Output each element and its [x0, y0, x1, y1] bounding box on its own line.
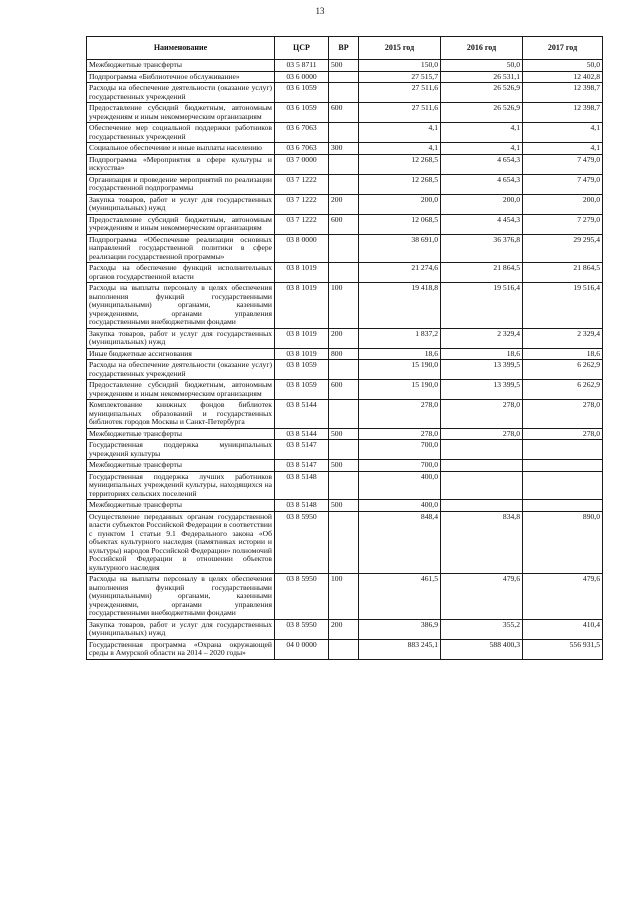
row-csr: 03 6 0000 [275, 71, 329, 83]
row-2015: 150,0 [359, 60, 441, 72]
row-2016: 278,0 [441, 400, 523, 429]
row-csr: 03 8 5147 [275, 460, 329, 472]
row-2016: 36 376,8 [441, 234, 523, 263]
row-2017: 19 516,4 [523, 283, 603, 329]
row-name: Закупка товаров, работ и услуг для государственных (муниципальных) нужд [87, 619, 275, 639]
row-2017: 6 262,9 [523, 360, 603, 380]
table-row [87, 500, 603, 512]
row-csr: 03 8 5144 [275, 428, 329, 440]
row-vr: 600 [329, 380, 359, 400]
row-2017: 21 864,5 [523, 263, 603, 283]
row-csr: 03 8 5950 [275, 619, 329, 639]
row-2017: 278,0 [523, 400, 603, 429]
row-name: Расходы на обеспечение деятельности (оказание услуг) государственных учреждений [87, 83, 275, 103]
table-row [87, 283, 603, 329]
row-vr: 500 [329, 460, 359, 472]
row-2015: 12 068,5 [359, 214, 441, 234]
row-vr: 100 [329, 574, 359, 620]
table-row [87, 60, 603, 72]
table-row [87, 328, 603, 348]
row-vr: 500 [329, 428, 359, 440]
row-2016: 18,6 [441, 348, 523, 360]
row-vr: 100 [329, 283, 359, 329]
row-2015: 27 511,6 [359, 83, 441, 103]
header-csr: ЦСР [275, 37, 329, 60]
row-name: Межбюджетные трансферты [87, 60, 275, 72]
row-2016: 26 531,1 [441, 71, 523, 83]
row-2017 [523, 460, 603, 472]
row-name: Обеспечение мер социальной поддержки работников государственных учреждений [87, 123, 275, 143]
row-csr: 03 8 1059 [275, 380, 329, 400]
row-name: Предоставление субсидий бюджетным, автономным учреждениям и иным некоммерческим организациям [87, 380, 275, 400]
row-csr: 03 8 5144 [275, 400, 329, 429]
row-2017 [523, 471, 603, 500]
row-2016 [441, 460, 523, 472]
table-row [87, 460, 603, 472]
row-vr [329, 71, 359, 83]
row-2017: 556 931,5 [523, 639, 603, 659]
table-row [87, 619, 603, 639]
row-2016: 4 654,3 [441, 154, 523, 174]
row-vr [329, 174, 359, 194]
row-vr [329, 471, 359, 500]
row-2016: 4,1 [441, 123, 523, 143]
row-name: Межбюджетные трансферты [87, 500, 275, 512]
row-2016: 834,8 [441, 511, 523, 574]
row-2016: 13 399,5 [441, 380, 523, 400]
header-name: Наименование [87, 37, 275, 60]
row-2017: 890,0 [523, 511, 603, 574]
row-vr [329, 511, 359, 574]
table-row [87, 71, 603, 83]
row-csr: 03 7 1222 [275, 214, 329, 234]
row-2015: 700,0 [359, 460, 441, 472]
row-2016 [441, 500, 523, 512]
row-vr: 500 [329, 500, 359, 512]
row-name: Расходы на выплаты персоналу в целях обеспечения выполнения функций государственными (муниципальными) органами, казенными учреждениями, органами управления государственными внебюджетными фондами [87, 283, 275, 329]
row-name: Предоставление субсидий бюджетным, автономным учреждениям и иным некоммерческим организациям [87, 214, 275, 234]
table-body [87, 60, 603, 660]
row-vr: 200 [329, 194, 359, 214]
row-2015: 700,0 [359, 440, 441, 460]
row-2017: 410,4 [523, 619, 603, 639]
row-2015: 21 274,6 [359, 263, 441, 283]
row-2015: 400,0 [359, 500, 441, 512]
row-2017: 7 479,0 [523, 174, 603, 194]
table-row [87, 234, 603, 263]
row-vr: 500 [329, 60, 359, 72]
header-2016: 2016 год [441, 37, 523, 60]
header-2015: 2015 год [359, 37, 441, 60]
row-2017: 479,6 [523, 574, 603, 620]
row-2016: 278,0 [441, 428, 523, 440]
row-csr: 03 6 7063 [275, 123, 329, 143]
table-row [87, 143, 603, 155]
row-2016 [441, 471, 523, 500]
row-2017: 29 295,4 [523, 234, 603, 263]
row-vr [329, 263, 359, 283]
row-2016: 19 516,4 [441, 283, 523, 329]
row-2015: 4,1 [359, 123, 441, 143]
row-2017: 7 279,0 [523, 214, 603, 234]
row-csr: 03 8 5148 [275, 471, 329, 500]
table-row [87, 83, 603, 103]
row-csr: 03 8 0000 [275, 234, 329, 263]
row-csr: 03 6 7063 [275, 143, 329, 155]
row-name: Расходы на выплаты персоналу в целях обеспечения выполнения функций государственными (муниципальными) органами, казенными учреждениями, органами управления государственными внебюджетными фондами [87, 574, 275, 620]
row-name: Расходы на обеспечение функций исполнительных органов государственной власти [87, 263, 275, 283]
row-2017: 50,0 [523, 60, 603, 72]
row-2015: 883 245,1 [359, 639, 441, 659]
row-csr: 03 8 5950 [275, 511, 329, 574]
row-2017: 12 402,8 [523, 71, 603, 83]
row-csr: 03 6 1059 [275, 103, 329, 123]
row-csr: 03 7 0000 [275, 154, 329, 174]
row-vr [329, 154, 359, 174]
row-name: Закупка товаров, работ и услуг для государственных (муниципальных) нужд [87, 328, 275, 348]
row-2016: 4 654,3 [441, 174, 523, 194]
row-2017: 7 479,0 [523, 154, 603, 174]
row-vr [329, 234, 359, 263]
table-row [87, 360, 603, 380]
row-2017 [523, 500, 603, 512]
row-2016: 588 400,3 [441, 639, 523, 659]
row-name: Расходы на обеспечение деятельности (оказание услуг) государственных учреждений [87, 360, 275, 380]
row-name: Закупка товаров, работ и услуг для государственных (муниципальных) нужд [87, 194, 275, 214]
row-2015: 12 268,5 [359, 154, 441, 174]
table-row [87, 440, 603, 460]
table-row [87, 154, 603, 174]
row-csr: 03 6 1059 [275, 83, 329, 103]
header-2017: 2017 год [523, 37, 603, 60]
row-csr: 03 8 1019 [275, 348, 329, 360]
row-csr: 03 8 1019 [275, 328, 329, 348]
row-vr [329, 440, 359, 460]
row-2017: 2 329,4 [523, 328, 603, 348]
row-2016: 26 526,9 [441, 83, 523, 103]
row-vr: 200 [329, 619, 359, 639]
row-csr: 04 0 0000 [275, 639, 329, 659]
table-row [87, 194, 603, 214]
row-2015: 1 837,2 [359, 328, 441, 348]
row-2017: 278,0 [523, 428, 603, 440]
row-csr: 03 8 5950 [275, 574, 329, 620]
row-2015: 38 691,0 [359, 234, 441, 263]
row-2016: 355,2 [441, 619, 523, 639]
row-2015: 278,0 [359, 428, 441, 440]
row-csr: 03 7 1222 [275, 174, 329, 194]
row-name: Межбюджетные трансферты [87, 428, 275, 440]
row-2016: 479,6 [441, 574, 523, 620]
table-row [87, 123, 603, 143]
row-2017 [523, 440, 603, 460]
row-csr: 03 8 1059 [275, 360, 329, 380]
row-name: Комплектование книжных фондов библиотек муниципальных образований и государственных библиотек городов Москвы и Санкт-Петербурга [87, 400, 275, 429]
row-name: Государственная программа «Охрана окружающей среды в Амурской области на 2014 – 2020 годы» [87, 639, 275, 659]
row-name: Межбюджетные трансферты [87, 460, 275, 472]
row-2015: 4,1 [359, 143, 441, 155]
row-2016: 50,0 [441, 60, 523, 72]
row-2015: 15 190,0 [359, 380, 441, 400]
row-name: Социальное обеспечение и иные выплаты населению [87, 143, 275, 155]
row-2017: 4,1 [523, 143, 603, 155]
row-2017: 18,6 [523, 348, 603, 360]
table-row [87, 511, 603, 574]
row-csr: 03 8 5147 [275, 440, 329, 460]
table-row [87, 639, 603, 659]
row-2016: 2 329,4 [441, 328, 523, 348]
row-2015: 386,9 [359, 619, 441, 639]
row-name: Подпрограмма «Библиотечное обслуживание» [87, 71, 275, 83]
row-vr [329, 123, 359, 143]
table-row [87, 214, 603, 234]
row-vr: 600 [329, 103, 359, 123]
row-name: Подпрограмма «Мероприятия в сфере культуры и искусства» [87, 154, 275, 174]
row-vr: 200 [329, 328, 359, 348]
header-vr: ВР [329, 37, 359, 60]
table-row [87, 428, 603, 440]
table-header-row [87, 37, 603, 60]
row-2017: 6 262,9 [523, 380, 603, 400]
row-2015: 200,0 [359, 194, 441, 214]
row-vr [329, 639, 359, 659]
row-name: Иные бюджетные ассигнования [87, 348, 275, 360]
row-2015: 19 418,8 [359, 283, 441, 329]
page-number: 13 [315, 6, 325, 16]
table-row [87, 380, 603, 400]
budget-table [86, 36, 603, 660]
table-row [87, 263, 603, 283]
row-2015: 461,5 [359, 574, 441, 620]
row-vr [329, 360, 359, 380]
row-vr: 800 [329, 348, 359, 360]
row-name: Подпрограмма «Обеспечение реализации основных направлений государственной политики в сфере реализации государственной программы» [87, 234, 275, 263]
row-csr: 03 5 8711 [275, 60, 329, 72]
row-vr [329, 83, 359, 103]
row-2015: 400,0 [359, 471, 441, 500]
row-2017: 200,0 [523, 194, 603, 214]
row-2017: 4,1 [523, 123, 603, 143]
row-vr [329, 400, 359, 429]
row-name: Государственная поддержка муниципальных учреждений культуры [87, 440, 275, 460]
row-2015: 27 511,6 [359, 103, 441, 123]
row-csr: 03 8 1019 [275, 283, 329, 329]
row-vr: 300 [329, 143, 359, 155]
row-name: Организация и проведение мероприятий по реализации государственной подпрограммы [87, 174, 275, 194]
table-row [87, 174, 603, 194]
row-csr: 03 8 5148 [275, 500, 329, 512]
row-2015: 27 515,7 [359, 71, 441, 83]
table-row [87, 103, 603, 123]
row-2016: 26 526,9 [441, 103, 523, 123]
row-2016: 13 399,5 [441, 360, 523, 380]
table-row [87, 574, 603, 620]
table-row [87, 348, 603, 360]
row-2016: 200,0 [441, 194, 523, 214]
row-2017: 12 398,7 [523, 83, 603, 103]
row-name: Осуществление переданных органам государственной власти субъектов Российской Федерации в соответствии с пунктом 1 статьи 9.1 Федерального закона «Об объектах культурного наследия (памятниках истории и культуры) народов Российской Федерации» полномочий Российской Федерации в отношении объектов культурного наследия [87, 511, 275, 574]
row-2015: 18,6 [359, 348, 441, 360]
row-name: Государственная поддержка лучших работников муниципальных учреждений культуры, находящихся на территориях сельских поселений [87, 471, 275, 500]
row-vr: 600 [329, 214, 359, 234]
row-2015: 278,0 [359, 400, 441, 429]
row-2016 [441, 440, 523, 460]
row-csr: 03 7 1222 [275, 194, 329, 214]
row-csr: 03 8 1019 [275, 263, 329, 283]
row-2015: 15 190,0 [359, 360, 441, 380]
table-row [87, 400, 603, 429]
row-2017: 12 398,7 [523, 103, 603, 123]
row-2015: 12 268,5 [359, 174, 441, 194]
table-row [87, 471, 603, 500]
row-2016: 4 454,3 [441, 214, 523, 234]
row-2015: 848,4 [359, 511, 441, 574]
row-2016: 21 864,5 [441, 263, 523, 283]
row-name: Предоставление субсидий бюджетным, автономным учреждениям и иным некоммерческим организациям [87, 103, 275, 123]
row-2016: 4,1 [441, 143, 523, 155]
